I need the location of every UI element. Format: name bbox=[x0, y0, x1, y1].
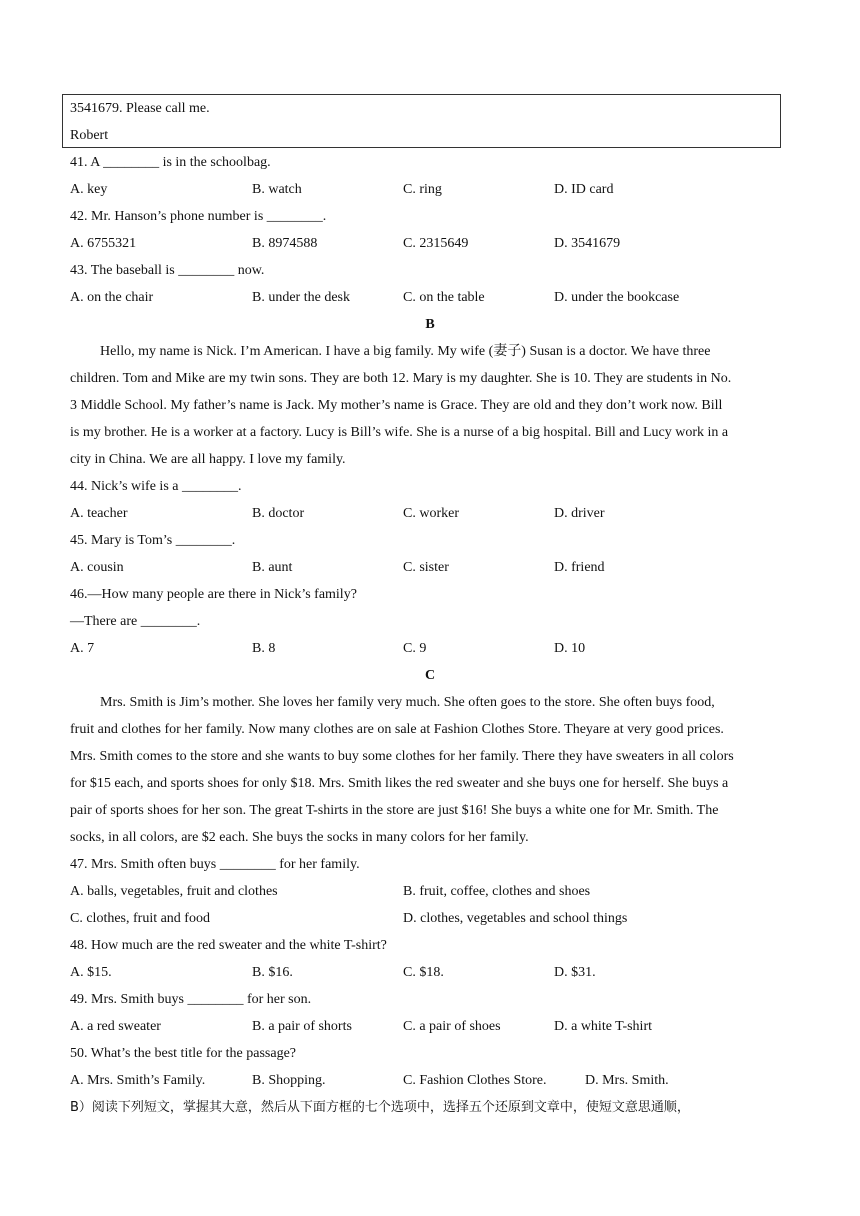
passage-c-line: for $15 each, and sports shoes for only $18. Mrs. Smith likes the red sweater and she buys one for herself. She buys a bbox=[70, 776, 729, 791]
question-44: 44. Nick’s wife is a ________. bbox=[70, 479, 242, 494]
question-49: 49. Mrs. Smith buys ________ for her son. bbox=[70, 992, 312, 1007]
q45-option-a: A. cousin bbox=[70, 560, 124, 575]
q41-option-a: A. key bbox=[70, 182, 108, 197]
question-50: 50. What’s the best title for the passage? bbox=[70, 1046, 297, 1061]
q50-option-b: B. Shopping. bbox=[252, 1073, 326, 1088]
q49-option-d: D. a white T-shirt bbox=[554, 1019, 652, 1034]
passage-c-line: Mrs. Smith comes to the store and she wants to buy some clothes for her family. There they have sweaters in all colors bbox=[70, 749, 734, 764]
q41-option-d: D. ID card bbox=[554, 182, 614, 197]
q45-option-b: B. aunt bbox=[252, 560, 293, 575]
q48-option-a: A. $15. bbox=[70, 965, 112, 980]
passage-b-line: children. Tom and Mike are my twin sons. They are both 12. Mary is my daughter. She is 10. They are students in No. bbox=[70, 371, 732, 386]
q48-option-c: C. $18. bbox=[403, 965, 444, 980]
q45-option-c: C. sister bbox=[403, 560, 449, 575]
q43-option-d: D. under the bookcase bbox=[554, 290, 680, 305]
q48-option-b: B. $16. bbox=[252, 965, 293, 980]
q42-option-d: D. 3541679 bbox=[554, 236, 621, 251]
question-46-answer-line: —There are ________. bbox=[70, 614, 201, 629]
q46-option-b: B. 8 bbox=[252, 641, 276, 656]
q50-option-a: A. Mrs. Smith’s Family. bbox=[70, 1073, 206, 1088]
q42-option-b: B. 8974588 bbox=[252, 236, 318, 251]
q47-option-c: C. clothes, fruit and food bbox=[70, 911, 210, 926]
question-43: 43. The baseball is ________ now. bbox=[70, 263, 265, 278]
q47-option-b: B. fruit, coffee, clothes and shoes bbox=[403, 884, 591, 899]
question-47: 47. Mrs. Smith often buys ________ for her family. bbox=[70, 857, 360, 872]
passage-c-line: socks, in all colors, are $2 each. She buys the socks in many colors for her family. bbox=[70, 830, 529, 845]
passage-b-line: city in China. We are all happy. I love my family. bbox=[70, 452, 346, 467]
q42-option-c: C. 2315649 bbox=[403, 236, 469, 251]
q48-option-d: D. $31. bbox=[554, 965, 596, 980]
q44-option-c: C. worker bbox=[403, 506, 459, 521]
q47-option-a: A. balls, vegetables, fruit and clothes bbox=[70, 884, 278, 899]
section-b-heading: B bbox=[425, 317, 435, 332]
q44-option-a: A. teacher bbox=[70, 506, 128, 521]
q49-option-b: B. a pair of shorts bbox=[252, 1019, 352, 1034]
q46-option-d: D. 10 bbox=[554, 641, 586, 656]
q44-option-b: B. doctor bbox=[252, 506, 305, 521]
q41-option-b: B. watch bbox=[252, 182, 302, 197]
passage-b-line: is my brother. He is a worker at a factory. Lucy is Bill’s wife. She is a nurse of a big hospital. Bill and Lucy work in a bbox=[70, 425, 729, 440]
passage-c-line: Mrs. Smith is Jim’s mother. She loves her family very much. She often goes to the store. She often buys food, bbox=[100, 695, 715, 710]
section-c-heading: C bbox=[424, 668, 436, 683]
q50-option-c: C. Fashion Clothes Store. bbox=[403, 1073, 547, 1088]
q45-option-d: D. friend bbox=[554, 560, 605, 575]
passage-c-line: pair of sports shoes for her son. The great T-shirts in the store are just $16! She buys a white one for Mr. Smith. The bbox=[70, 803, 719, 818]
q43-option-c: C. on the table bbox=[403, 290, 485, 305]
notice-signature: Robert bbox=[70, 128, 109, 143]
q49-option-a: A. a red sweater bbox=[70, 1019, 161, 1034]
question-41: 41. A ________ is in the schoolbag. bbox=[70, 155, 271, 170]
passage-b-line: 3 Middle School. My father’s name is Jack. My mother’s name is Grace. They are old and they don’t work now. Bill bbox=[70, 398, 723, 413]
q49-option-c: C. a pair of shoes bbox=[403, 1019, 501, 1034]
passage-c-line: fruit and clothes for her family. Now many clothes are on sale at Fashion Clothes Store. Theyare at very good prices. bbox=[70, 722, 724, 737]
q46-option-a: A. 7 bbox=[70, 641, 95, 656]
q46-option-c: C. 9 bbox=[403, 641, 427, 656]
q42-option-a: A. 6755321 bbox=[70, 236, 137, 251]
question-46: 46.—How many people are there in Nick’s family? bbox=[70, 587, 357, 602]
q43-option-b: B. under the desk bbox=[252, 290, 350, 305]
question-42: 42. Mr. Hanson’s phone number is ________. bbox=[70, 209, 327, 224]
q44-option-d: D. driver bbox=[554, 506, 605, 521]
section-instruction: B）阅读下列短文，掌握其大意，然后从下面方框的七个选项中，选择五个还原到文章中，使短文意思通顺， bbox=[70, 1100, 690, 1115]
question-45: 45. Mary is Tom’s ________. bbox=[70, 533, 236, 548]
question-48: 48. How much are the red sweater and the white T-shirt? bbox=[70, 938, 387, 953]
passage-b-line: Hello, my name is Nick. I’m American. I have a big family. My wife (妻子) Susan is a doctor. We have three bbox=[100, 344, 711, 359]
q43-option-a: A. on the chair bbox=[70, 290, 154, 305]
q41-option-c: C. ring bbox=[403, 182, 442, 197]
q47-option-d: D. clothes, vegetables and school things bbox=[403, 911, 628, 926]
notice-text: 3541679. Please call me. bbox=[70, 101, 210, 116]
q50-option-d: D. Mrs. Smith. bbox=[585, 1073, 669, 1088]
